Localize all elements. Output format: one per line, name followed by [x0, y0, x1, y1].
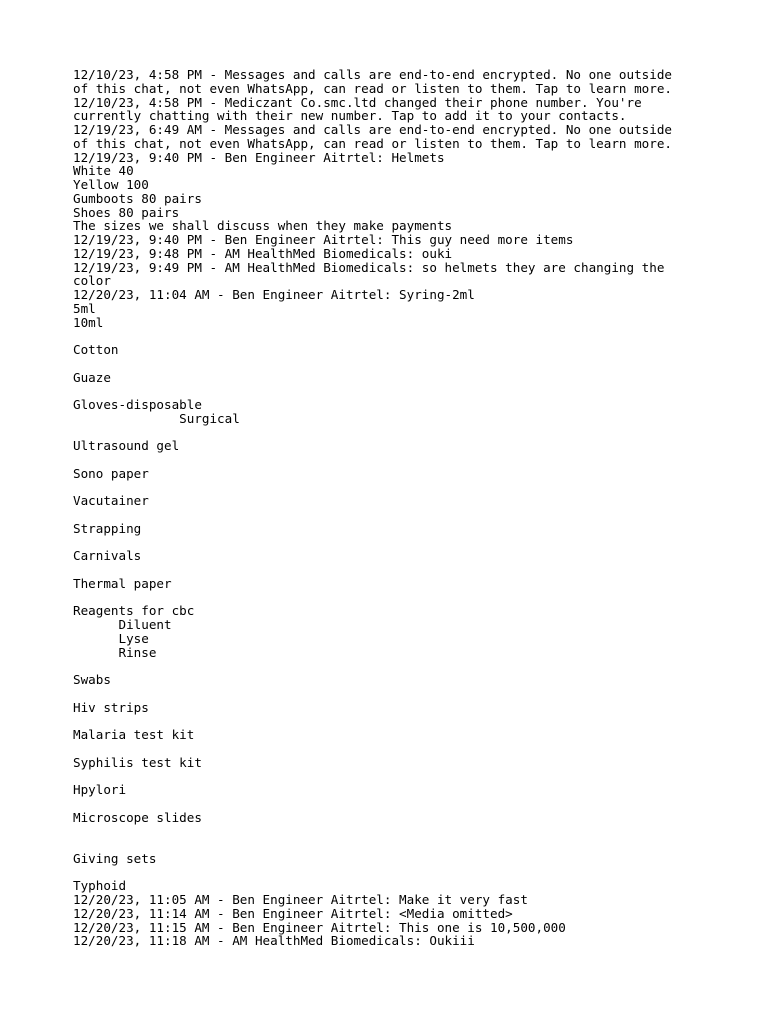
text-line: Sono paper	[73, 465, 149, 481]
text-line: 12/20/23, 11:15 AM - Ben Engineer Aitrtel: This one is 10,500,000	[73, 919, 566, 935]
text-line: 12/19/23, 6:49 AM - Messages and calls are end-to-end encrypted. No one outside	[73, 122, 672, 137]
text-line: of this chat, not even WhatsApp, can read or listen to them. Tap to learn more.	[73, 135, 672, 151]
text-line: Shoes 80 pairs	[73, 204, 180, 220]
text-line: Lyse	[73, 630, 149, 646]
text-line: Diluent	[73, 617, 172, 632]
text-line: currently chatting with their new number. Tap to add it to your contacts.	[73, 108, 627, 124]
text-line: Guaze	[73, 369, 111, 385]
text-line: 12/20/23, 11:04 AM - Ben Engineer Aitrtel: Syring-2ml	[73, 287, 475, 302]
text-line: Cotton	[73, 342, 119, 357]
blank-line	[73, 866, 753, 880]
blank-line	[73, 797, 753, 811]
text-line: Ultrasound gel	[73, 438, 180, 454]
text-line: Vacutainer	[73, 493, 149, 509]
text-line: Carnivals	[73, 548, 142, 564]
text-line: Giving sets	[73, 850, 157, 866]
text-line: 12/20/23, 11:18 AM - AM HealthMed Biomedicals: Oukiii	[73, 933, 475, 949]
blank-line	[73, 591, 753, 605]
text-line: 12/19/23, 9:49 PM - AM HealthMed Biomedicals: so helmets they are changing the	[73, 259, 665, 275]
text-line: 12/20/23, 11:05 AM - Ben Engineer Aitrtel: Make it very fast	[73, 892, 528, 907]
blank-line	[73, 426, 753, 440]
blank-line	[73, 508, 753, 522]
text-line: Hiv strips	[73, 699, 149, 715]
blank-line	[73, 659, 753, 673]
blank-line	[73, 563, 753, 577]
text-line: 12/10/23, 4:58 PM - Mediczant Co.smc.ltd changed their phone number. You're	[73, 94, 642, 110]
text-line: Swabs	[73, 672, 111, 687]
text-line: Gumboots 80 pairs	[73, 190, 202, 206]
text-line: White 40	[73, 163, 134, 179]
blank-line	[73, 481, 753, 495]
text-line: Hpylori	[73, 782, 127, 797]
text-line: of this chat, not even WhatsApp, can read or listen to them. Tap to learn more.	[73, 80, 672, 96]
text-line: 12/20/23, 11:14 AM - Ben Engineer Aitrtel: <Media omitted>	[73, 905, 513, 921]
text-line: Microscope slides	[73, 809, 202, 825]
text-line: 10ml	[73, 314, 104, 330]
text-line: 5ml	[73, 300, 96, 316]
text-line: 12/19/23, 9:40 PM - Ben Engineer Aitrtel: Helmets	[73, 149, 445, 165]
blank-line	[73, 687, 753, 701]
chat-export-page	[73, 68, 753, 948]
text-line: Gloves-disposable	[73, 397, 202, 412]
blank-line	[73, 384, 753, 398]
blank-line	[73, 838, 753, 852]
blank-line	[73, 824, 753, 838]
text-line: The sizes we shall discuss when they make payments	[73, 218, 453, 234]
blank-line	[73, 769, 753, 783]
blank-line	[73, 714, 753, 728]
blank-line	[73, 329, 753, 343]
text-line: 12/19/23, 9:48 PM - AM HealthMed Biomedicals: ouki	[73, 245, 453, 261]
text-line: 12/19/23, 9:40 PM - Ben Engineer Aitrtel: This guy need more items	[73, 232, 574, 247]
text-line: color	[73, 273, 111, 289]
chat-log-text	[73, 68, 753, 948]
text-line: Reagents for cbc	[73, 603, 195, 619]
text-line: Syphilis test kit	[73, 754, 202, 770]
text-line: Surgical	[73, 410, 240, 426]
blank-line	[73, 742, 753, 756]
text-line: Malaria test kit	[73, 727, 195, 742]
text-line: Rinse	[73, 644, 157, 660]
text-line: Typhoid	[73, 878, 127, 894]
text-line: Yellow 100	[73, 177, 149, 192]
blank-line	[73, 357, 753, 371]
text-line: 12/10/23, 4:58 PM - Messages and calls are end-to-end encrypted. No one outside	[73, 67, 672, 82]
text-line: Thermal paper	[73, 575, 172, 591]
blank-line	[73, 536, 753, 550]
blank-line	[73, 453, 753, 467]
text-line: Strapping	[73, 520, 142, 536]
